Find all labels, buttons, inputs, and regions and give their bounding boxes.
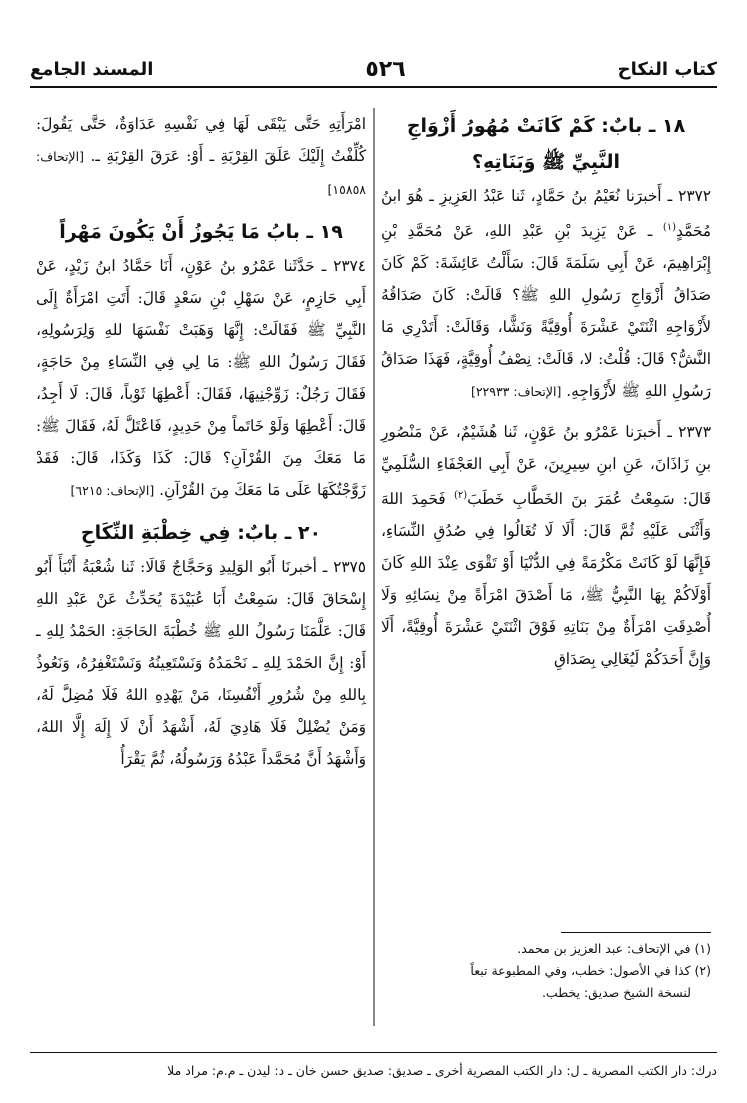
chapter-heading-18: ١٨ ـ بابٌ: كَمْ كَانَتْ مُهُورُ أَزْوَاجِ النَّبِيِّ ﷺ وَبَنَاتِهِ؟ xyxy=(406,115,686,173)
book-title: المسند الجامع xyxy=(30,58,154,80)
footnote-marker-1: (١) xyxy=(662,222,677,233)
chapter-heading-19: ١٩ ـ بابُ مَا يَجُوزُ أَنْ يَكُونَ مَهْراً xyxy=(59,221,343,243)
ithaf-reference: [الإتحاف: ١٥٨٥٨] xyxy=(36,149,366,197)
footnotes xyxy=(381,938,711,1004)
hadith-2373-text-rest: فَحَمِدَ اللهَ وَأَثْنَى عَلَيْهِ ثُمَّ قَالَ: أَلَا لَا تُغَالُوا فِي صُدُقِ النِّسَاءِ، فَإِنَّهَا لَوْ كَانَتْ مَكْرُمَةً فِي الدُّنْيَا أَوْ تَقْوَى عِنْدَ اللهِ كَانَ أَوْلَاكُمْ بِهَا النَّبِيُّ ﷺ، مَا أَصْدَقَ امْرَأَةً مِنْ نِسَائِهِ وَلَا أُصْدِقَتِ امْرَأَةٌ مِنْ بَنَاتِهِ فَوْقَ اثْنَتَيْ عَشْرَةَ أُوقِيَّةً، أَلَا وَإِنَّ أَحَدَكُمْ لَيُغَالِي بِصَدَاقِ xyxy=(381,490,711,669)
hadith-2374-text: ٢٣٧٤ ـ حَدَّثَنا عَمْرُو بنُ عَوْنٍ، أَنَا حَمَّادُ ابنُ زَيْدٍ، عَنْ أَبِي حَازِمٍ، عَنْ سَهْلِ بْنِ سَعْدٍ قَالَ: أَتَتِ امْرَأَةٌ إِلَى النَّبِيِّ ﷺ فَقَالَتْ: إِنَّهَا وَهَبَتْ نَفْسَهَا للهِ وَلِرَسُولِهِ، فَقَالَ رَسُولُ اللهِ ﷺ: مَا لِي فِي النِّسَاءِ مِنْ حَاجَةٍ، فَقَالَ رَجُلٌ: زَوِّجْنِيهَا، فَقَالَ: أَعْطِهَا ثَوْباً، قَالَ: لَا أَجِدُ، قَالَ: أَعْطِهَا وَلَوْ خَاتَماً مِنْ حَدِيدٍ، فَاعْتَلَّ لَهُ، فَقَالَ ﷺ: مَا مَعَكَ مِنَ القُرْآنِ؟ قَالَ: كَذَا وَكَذَا، قَالَ: فَقَدْ زَوَّجْتُكَهَا عَلَى مَا مَعَكَ مِنَ القُرْآنِ. xyxy=(36,257,366,499)
footnote-2-continuation: لنسخة الشيخ صديق: يخطب. xyxy=(541,985,691,1000)
hadith-2372-text-rest: ـ عَنْ يَزِيدَ بْنِ عَبْدِ اللهِ، عَنْ مُحَمَّدِ بْنِ إِبْرَاهِيمَ، عَنْ أَبِي سَلَمَةَ قَالَ: سَأَلْتُ عَائِشَةَ: كَمْ كَانَ صَدَاقُ أَزْوَاجِ رَسُولِ اللهِ ﷺ؟ قَالَتْ: كَانَ صَدَاقُهُ لأَزْوَاجِهِ اثْنَتَيْ عَشْرَةَ أُوقِيَّةً وَنَشًّا، وَقَالَتْ: أَتَدْرِي مَا النَّشُّ؟ قَالَ: قُلْتُ: لا، قَالَتْ: نِصْفُ أُوقِيَّةٍ، فَهَذَا صَدَاقُ رَسُولِ اللهِ ﷺ لأَزْوَاجِهِ. xyxy=(381,222,711,401)
footnote-1: (١) في الإتحاف: عبد العزيز بن محمد. xyxy=(517,941,711,956)
right-column xyxy=(381,108,711,683)
hadith-2375 xyxy=(36,551,366,775)
left-column xyxy=(36,108,366,783)
hadith-2373 xyxy=(381,416,711,675)
page-number: ٥٢٦ xyxy=(365,56,406,82)
hadith-2374 xyxy=(36,250,366,507)
footnote-marker-2: (٢) xyxy=(453,490,468,502)
footer-rule xyxy=(30,1052,717,1053)
ithaf-reference: [الإتحاف: ٢٢٩٣٣] xyxy=(470,384,562,400)
hadith-2373-text: ٢٣٧٣ ـ أَخبرَنا عَمْرُو بنُ عَوْنٍ، ثَنا هُشَيْمٌ، عَنْ مَنْصُورِ بنِ زَاذَانَ، عَنِ ابنِ سِيرِينَ، عَنْ أَبِي العَجْفَاءِ السُّلَمِيِّ قَالَ: سَمِعْتُ عُمَرَ بنَ الخَطَّابِ خَطَبَ xyxy=(381,423,711,509)
chapter-heading-20: ٢٠ ـ بابٌ: فِي خِطْبَةِ النِّكَاحِ xyxy=(80,522,322,544)
ithaf-reference: [الإتحاف: ٦٢١٥] xyxy=(70,483,155,498)
header-rule xyxy=(30,86,717,88)
footnote-rule xyxy=(561,932,711,933)
running-header xyxy=(30,52,717,86)
footnote-2: (٢) كذا في الأصول: خطب، وفي المطبوعة تبعاً xyxy=(470,963,711,978)
manuscript-sigla: درك: دار الكتب المصرية ـ ل: دار الكتب المصرية أخرى ـ صديق: صديق حسن خان ـ د: ليدن ـ م.م: مراد ملا xyxy=(167,1063,717,1078)
hadith-2375-text: ٢٣٧٥ ـ أخبرنَا أَبُو الوَلِيدِ وَحَجَّاجٌ قَالَا: ثَنا شُعْبَةُ أَنْبَأَ أَبُو إِسْحَاقَ قَالَ: سَمِعْتُ أَبَا عُبَيْدَةَ يُحَدِّثُ عَنْ عَبْدِ اللهِ قَالَ: عَلَّمَنَا رَسُولُ اللهِ ﷺ خُطْبَةَ الحَاجَةِ: الحَمْدُ لِلهِ ـ أَوْ: إِنَّ الحَمْدَ لِلهِ ـ نَحْمَدُهُ وَنَسْتَعِينُهُ وَنَسْتَغْفِرُهُ، وَنَعُوذُ بِاللهِ مِنْ شُرُورِ أَنْفُسِنَا، مَنْ يَهْدِهِ اللهُ فَلَا مُضِلَّ لَهُ، وَمَنْ يُضْلِلْ فَلَا هَادِيَ لَهُ، أَشْهَدُ أَنْ لَا إِلَهَ إِلَّا اللهُ، وَأَشْهَدُ أَنَّ مُحَمَّداً عَبْدُهُ وَرَسُولُهُ، ثُمَّ يَقْرَأُ xyxy=(36,558,366,768)
hadith-2372 xyxy=(381,180,711,408)
column-divider xyxy=(373,108,375,1026)
hadith-2372-text: ٢٣٧٢ ـ أَخبرَنا نُعَيْمُ بنُ حَمَّادٍ، ثَنا عَبْدُ العَزِيزِ ـ هُوَ ابنُ مُحَمَّدٍ xyxy=(381,187,711,241)
continuation-text: امْرَأَتِهِ حَتَّى يَبْقَى لَهَا فِي نَفْسِهِ عَدَاوَةٌ، حَتَّى يَقُولَ: كُلِّفْتُ إِلَيْكَ عَلَقَ القِرْبَةِ ـ أَوْ: عَرَقَ القِرْبَةِ ـ. xyxy=(36,115,366,165)
hadith-2373-continuation xyxy=(36,108,366,206)
chapter-title: كتاب النكاح xyxy=(617,58,717,80)
